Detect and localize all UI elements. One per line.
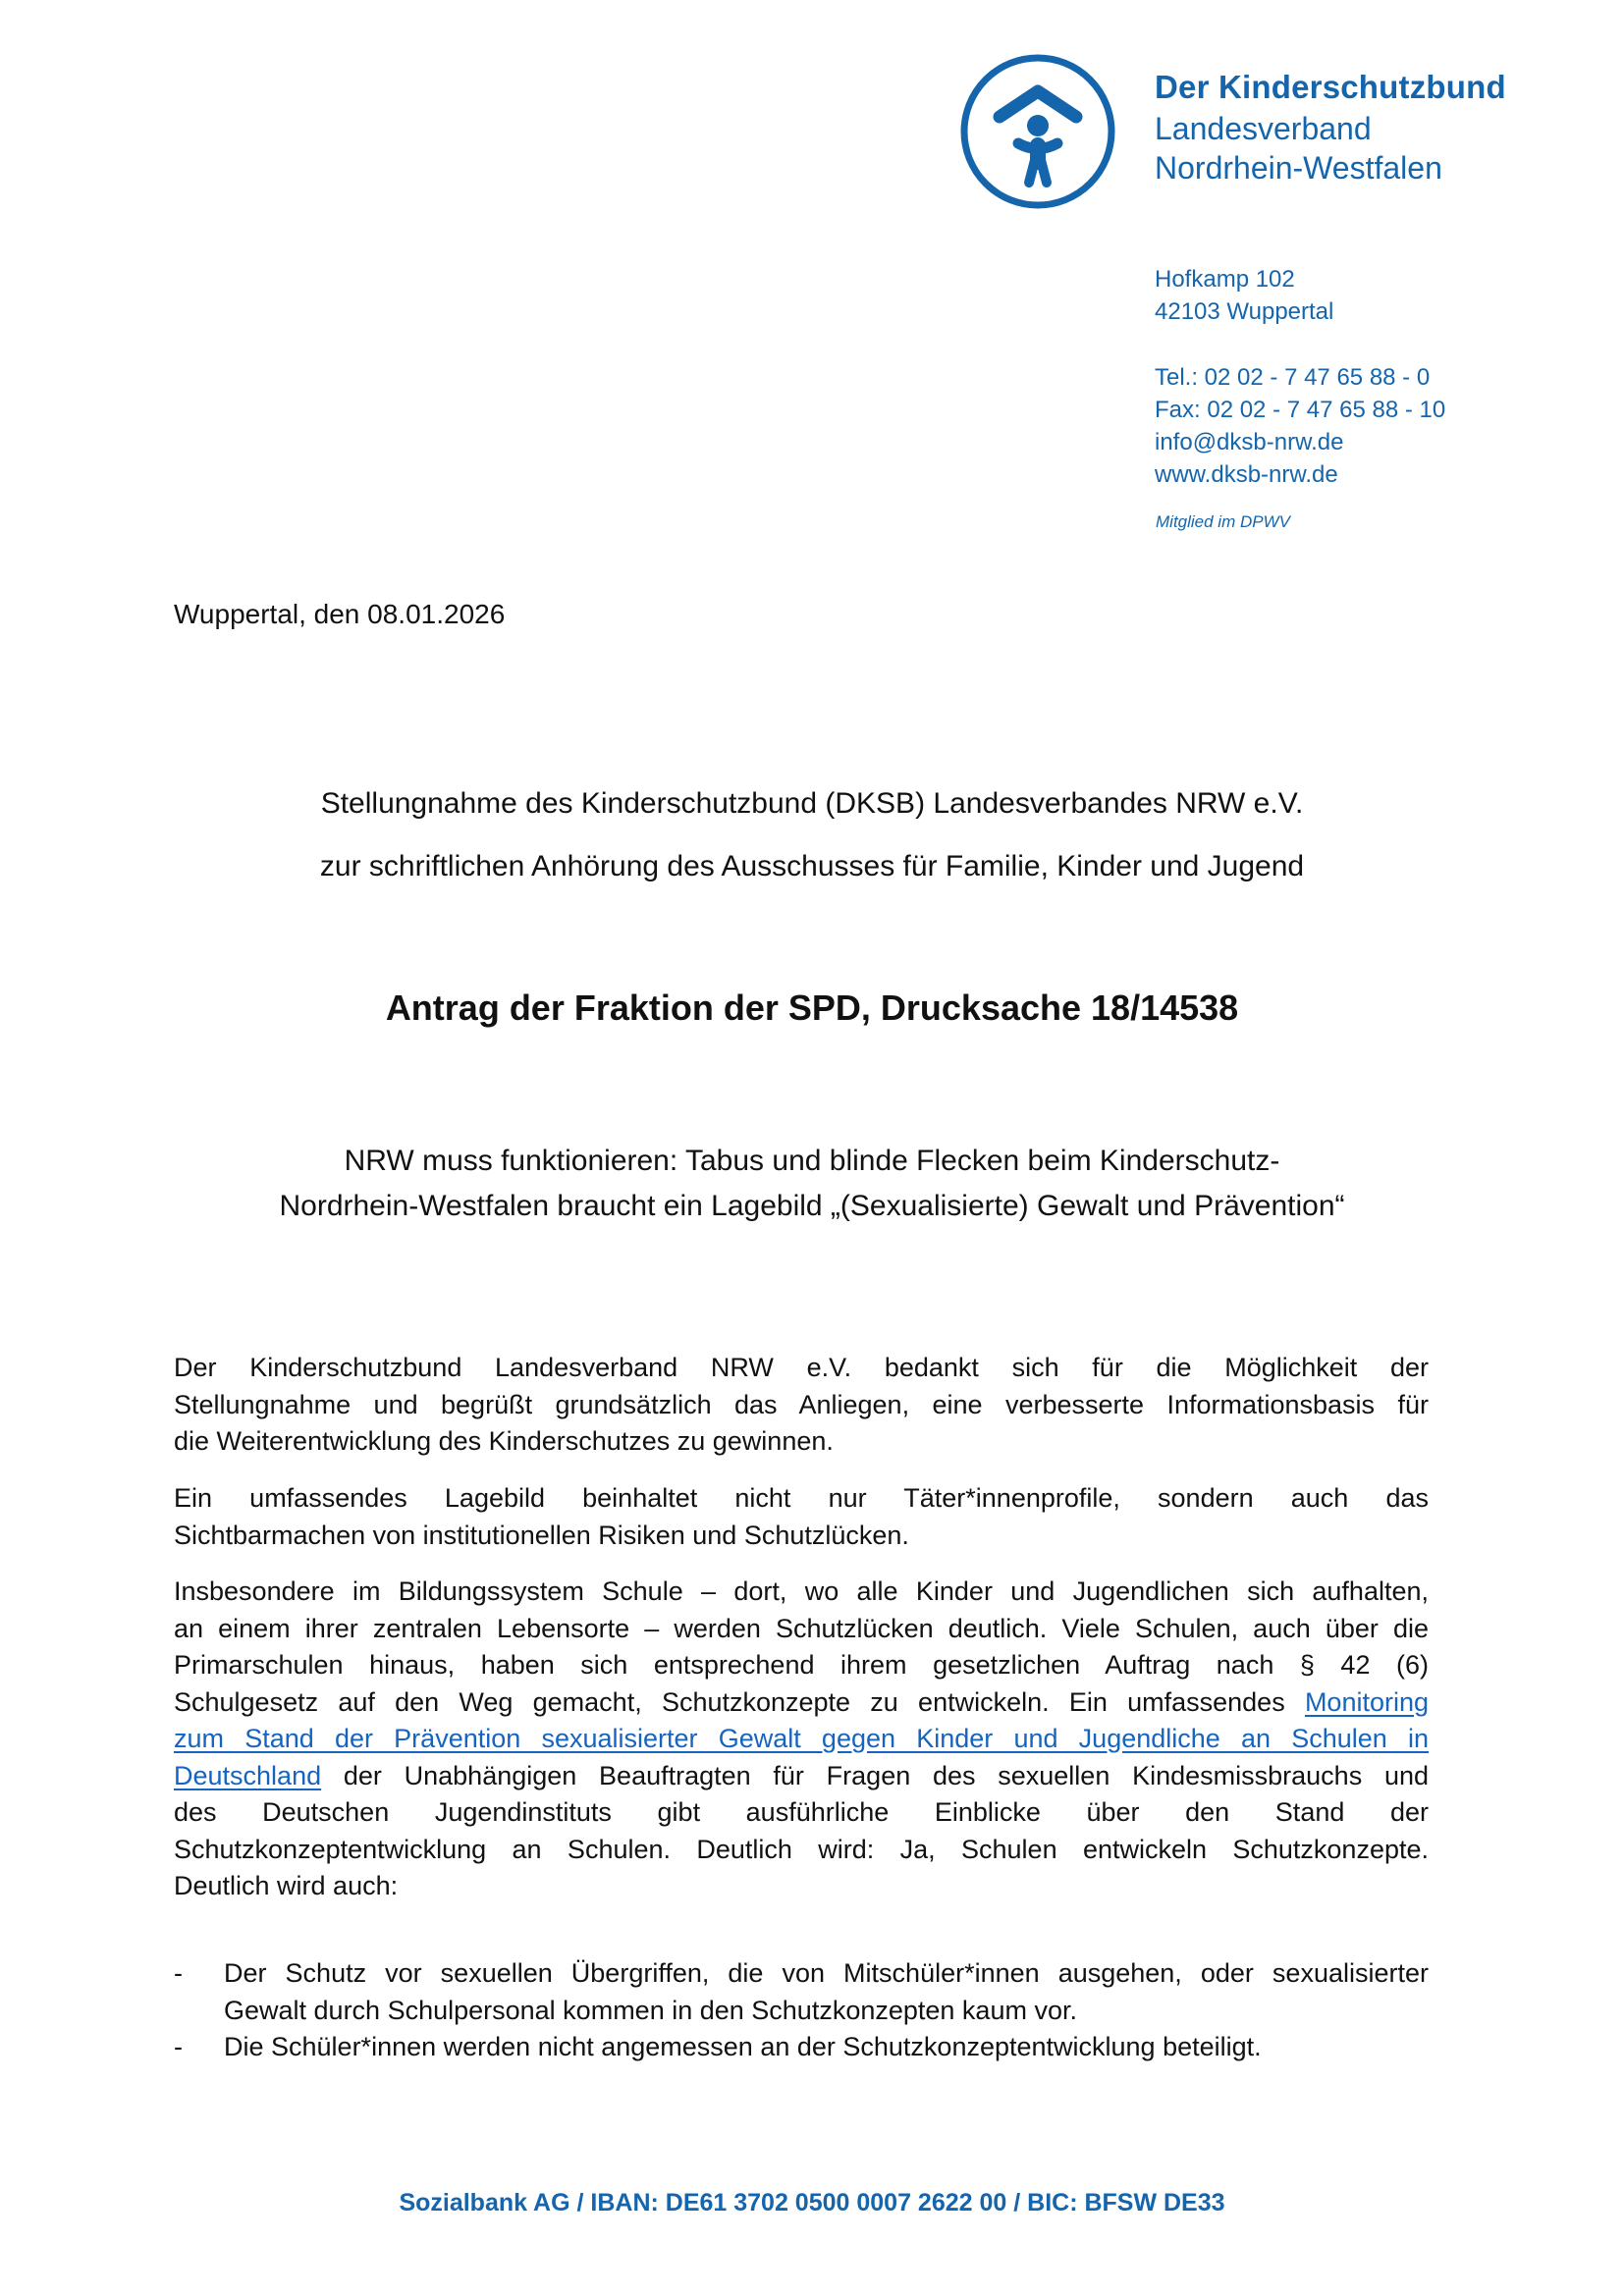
address-tel: Tel.: 02 02 - 7 47 65 88 - 0	[1155, 364, 1431, 391]
address-city: 42103 Wuppertal	[1155, 298, 1334, 325]
paragraph-line: Primarschulen hinaus, haben sich entsprechend ihrem gesetzlichen Auftrag nach § 42 (6)	[174, 1650, 1429, 1680]
date-line: Wuppertal, den 08.01.2026	[174, 599, 506, 629]
subject-line-2: Nordrhein-Westfalen braucht ein Lagebild „(Sexualisierte) Gewalt und Prävention“	[279, 1190, 1345, 1222]
statement-subtitle: zur schriftlichen Anhörung des Ausschusses für Familie, Kinder und Jugend	[319, 850, 1305, 882]
paragraph-line: des Deutschen Jugendinstituts gibt ausführliche Einblicke über den Stand der	[174, 1797, 1429, 1827]
paragraph-line: an einem ihrer zentralen Lebensorte – werden Schutzlücken deutlich. Viele Schulen, auch über die	[174, 1613, 1429, 1643]
findings-list	[174, 1955, 1429, 2066]
paragraph-line: Sichtbarmachen von institutionellen Risiken und Schutzlücken.	[174, 1520, 909, 1550]
subject-line-1: NRW muss funktionieren: Tabus und blinde Flecken beim Kinderschutz-	[344, 1145, 1280, 1177]
statement-title: Stellungnahme des Kinderschutzbund (DKSB) Landesverbandes NRW e.V.	[320, 787, 1304, 820]
address-email[interactable]: info@dksb-nrw.de	[1155, 429, 1344, 455]
list-item-line: Gewalt durch Schulpersonal kommen in den Schutzkonzepten kaum vor.	[224, 1995, 1077, 2025]
kinderschutzbund-logo-icon	[958, 52, 1117, 211]
list-item-line: Der Schutz vor sexuellen Übergriffen, die von Mitschüler*innen ausgehen, oder sexualisierter	[224, 1958, 1429, 1988]
monitoring-link[interactable]: Monitoring	[1304, 1686, 1429, 1717]
list-item	[174, 2029, 1429, 2066]
paragraph-line: Der Kinderschutzbund Landesverband NRW e.V. bedankt sich für die Möglichkeit der	[174, 1353, 1429, 1382]
address-fax: Fax: 02 02 - 7 47 65 88 - 10	[1155, 397, 1446, 423]
paragraph-line: Insbesondere im Bildungssystem Schule – dort, wo alle Kinder und Jugendlichen sich aufhalten,	[174, 1576, 1429, 1606]
paragraph-text: Schulgesetz auf den Weg gemacht, Schutzkonzepte zu entwickeln. Ein umfassendes	[174, 1686, 1305, 1717]
motion-title: Antrag der Fraktion der SPD, Drucksache 18/14538	[385, 988, 1239, 1028]
paragraph-line	[174, 1758, 1429, 1795]
paragraph-line	[174, 1721, 1429, 1758]
paragraph-line: Deutlich wird auch:	[174, 1871, 399, 1900]
paragraph-3	[174, 1574, 1429, 1905]
monitoring-link-continued[interactable]: zum Stand der Prävention sexualisierter Gewalt gegen Kinder und Jugendliche an Schulen in	[174, 1724, 1429, 1753]
paragraph-line: Ein umfassendes Lagebild beinhaltet nicht nur Täter*innenprofile, sondern auch das	[174, 1483, 1429, 1513]
logo-subline-1: Landesverband	[1155, 111, 1372, 146]
paragraph-line: die Weiterentwicklung des Kinderschutzes zu gewinnen.	[174, 1426, 834, 1456]
address-website[interactable]: www.dksb-nrw.de	[1155, 461, 1338, 488]
paragraph-1	[174, 1350, 1429, 1461]
monitoring-link-end[interactable]: Deutschland	[174, 1760, 322, 1790]
list-item-line: Die Schüler*innen werden nicht angemessen an der Schutzkonzeptentwicklung beteiligt.	[224, 2032, 1262, 2061]
bank-details-footer: Sozialbank AG / IBAN: DE61 3702 0500 0007 2622 00 / BIC: BFSW DE33	[399, 2189, 1225, 2216]
address-street: Hofkamp 102	[1155, 266, 1295, 293]
logo-subline-2: Nordrhein-Westfalen	[1155, 150, 1442, 186]
membership-note: Mitglied im DPWV	[1156, 512, 1290, 531]
paragraph-text: der Unabhängigen Beauftragten für Fragen des sexuellen Kindesmissbrauchs und	[321, 1760, 1429, 1790]
list-item	[174, 1955, 1429, 2029]
list-dash: -	[174, 2032, 183, 2061]
list-dash: -	[174, 1958, 183, 1988]
paragraph-2	[174, 1480, 1429, 1554]
paragraph-line: Schutzkonzeptentwicklung an Schulen. Deutlich wird: Ja, Schulen entwickeln Schutzkonzepte.	[174, 1834, 1429, 1864]
paragraph-line	[174, 1684, 1429, 1722]
paragraph-line: Stellungnahme und begrüßt grundsätzlich das Anliegen, eine verbesserte Informationsbasis für	[174, 1389, 1429, 1419]
logo-name: Der Kinderschutzbund	[1155, 69, 1506, 105]
